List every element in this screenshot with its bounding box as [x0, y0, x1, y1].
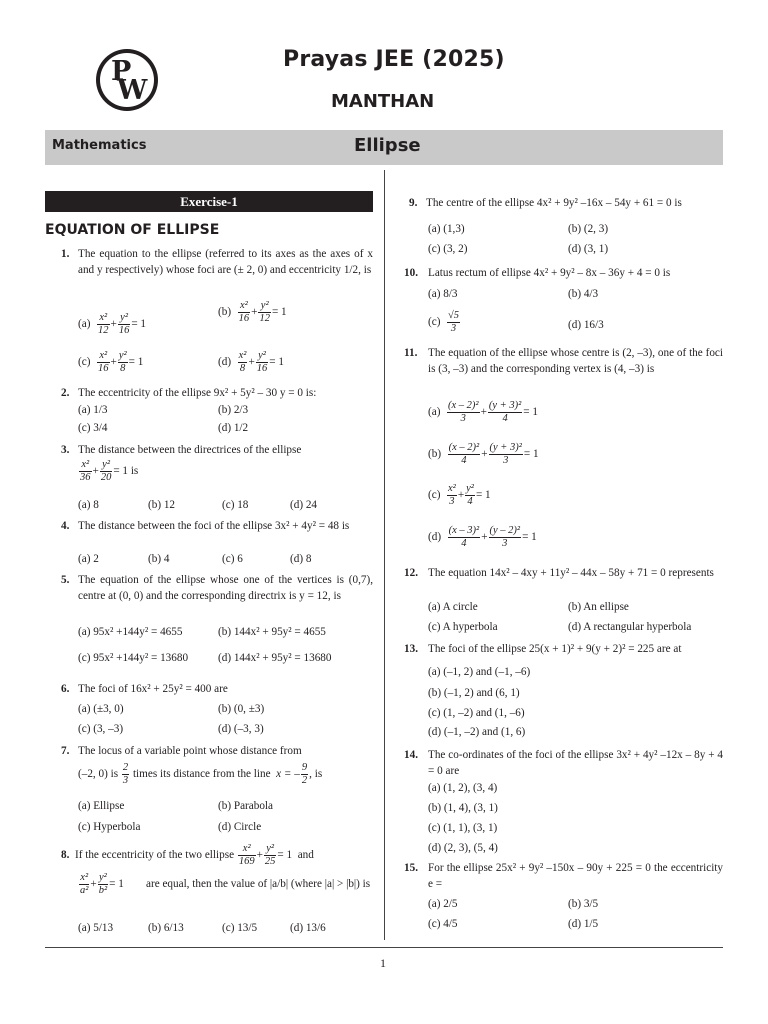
- option-a: (a) (±3, 0): [78, 703, 124, 715]
- question-number: 7.: [61, 745, 70, 757]
- option-a: (a) 8: [78, 499, 99, 511]
- option-d: (d) $\frac{\text{(x – 3)²}}{4}$ + $\frac{\text{(y – 2)²}}{3}$ = 1: [428, 525, 537, 549]
- q7-line2: (–2, 0) is $\frac{2}{3}$ times its distance from the line x = – $\frac{9}{2}$ , is: [78, 762, 323, 786]
- option-a: (a) 5/13: [78, 922, 114, 934]
- option-c: (c) Hyperbola: [78, 821, 141, 833]
- option-d: (d) (–3, 3): [218, 723, 264, 735]
- option-b: (b) (2, 3): [568, 223, 609, 235]
- option-a: (a) Ellipse: [78, 800, 125, 812]
- page-number: 1: [380, 956, 386, 970]
- option-d: (d) 16/3: [568, 319, 604, 331]
- option-c: (c) 13/5: [222, 922, 258, 934]
- question-number: 10.: [404, 267, 418, 279]
- question-text: The foci of 16x² + 25y² = 400 are: [78, 683, 228, 695]
- option-c: (c) $\frac{√5}{3}$: [428, 310, 460, 334]
- q3-equation: $\frac{\text{x²}}{36}$ + $\frac{\text{y²}}{20}$ = 1 is: [80, 459, 139, 483]
- question-number: 12.: [404, 567, 418, 579]
- option-c: (c) 95x² +144y² = 13680: [78, 652, 189, 664]
- exercise-banner: Exercise-1: [45, 191, 373, 212]
- option-b: (b) (–1, 2) and (6, 1): [428, 687, 520, 699]
- option-c: (c) $\frac{\text{x²}}{3}$ + $\frac{\text{y²}}{4}$ = 1: [428, 483, 491, 507]
- option-a: (a) $\frac{\text{x²}}{12}$ + $\frac{\text{y²}}{16}$ = 1: [78, 312, 147, 336]
- section-heading: EQUATION OF ELLIPSE: [45, 222, 220, 238]
- option-c: (c) 6: [222, 553, 243, 565]
- pw-logo: [96, 49, 158, 111]
- option-a: (a) $\frac{\text{(x – 2)²}}{3}$ + $\frac{\text{(y + 3)²}}{4}$ = 1: [428, 400, 538, 424]
- option-c: (c) (3, –3): [78, 723, 124, 735]
- option-b: (b) (1, 4), (3, 1): [428, 802, 498, 814]
- question-text: The co-ordinates of the foci of the ellipse 3x² + 4y² –12x – 8y + 4 = 0 are: [428, 749, 723, 777]
- option-b: (b) 4/3: [568, 288, 599, 300]
- option-b: (b) 4: [148, 553, 170, 565]
- question-number: 3.: [61, 444, 70, 456]
- question-number: 11.: [404, 347, 418, 359]
- option-b: (b) 6/13: [148, 922, 184, 934]
- option-a: (a) 2/5: [428, 898, 458, 910]
- question-text: The distance between the directrices of the ellipse: [78, 444, 302, 456]
- question-number: 14.: [404, 749, 418, 761]
- option-b: (b) 2/3: [218, 404, 249, 416]
- option-a: (a) 2: [78, 553, 99, 565]
- chapter-title: Ellipse: [354, 135, 421, 156]
- question-number: 6.: [61, 683, 70, 695]
- option-b: (b) $\frac{\text{x²}}{16}$ + $\frac{\text{y²}}{12}$ = 1: [218, 300, 287, 324]
- option-c: (c) (1, –2) and (1, –6): [428, 707, 525, 719]
- question-text: The distance between the foci of the ellipse 3x² + 4y² = 48 is: [78, 520, 350, 532]
- option-c: (c) 4/5: [428, 918, 458, 930]
- option-c: (c) 3/4: [78, 422, 108, 434]
- subject-bar: [45, 130, 723, 165]
- page-title: Prayas JEE (2025): [283, 47, 505, 72]
- option-b: (b) An ellipse: [568, 601, 629, 613]
- question-text: The equation of the ellipse whose centre is (2, –3), one of the foci is (3, –3) and the corresponding vertex is (4, –3) is: [428, 347, 723, 375]
- q8-line2: $\frac{\text{x²}}{\text{a²}}$ + $\frac{\text{y²}}{\text{b²}}$ = 1: [80, 872, 124, 896]
- option-b: (b) 3/5: [568, 898, 599, 910]
- option-d: (d) (3, 1): [568, 243, 609, 255]
- question-text: The eccentricity of the ellipse 9x² + 5y² – 30 y = 0 is:: [78, 387, 317, 399]
- question-number: 2.: [61, 387, 70, 399]
- question-text: The equation of the ellipse whose one of the vertices is (0,7), centre at (0, 0) and the corresponding directrix is y = 12, is: [78, 574, 373, 602]
- page-subtitle: MANTHAN: [331, 91, 435, 112]
- footer-rule: [45, 947, 723, 948]
- option-c: (c) A hyperbola: [428, 621, 498, 633]
- option-c: (c) (1, 1), (3, 1): [428, 822, 498, 834]
- question-number: 15.: [404, 862, 418, 874]
- option-d: (d) 8: [290, 553, 312, 565]
- question-text: The equation to the ellipse (referred to its axes as the axes of x and y respectively) whose foci are (± 2, 0) and eccentricity 1/2, is: [78, 248, 373, 276]
- question-text: The equation 14x² – 4xy + 11y² – 44x – 58y + 71 = 0 represents: [428, 567, 714, 579]
- option-c: (c) (3, 2): [428, 243, 468, 255]
- question-number: 4.: [61, 520, 70, 532]
- option-d: (d) 24: [290, 499, 318, 511]
- option-d: (d) (2, 3), (5, 4): [428, 842, 498, 854]
- logo-letter-p: P: [111, 56, 132, 87]
- option-b: (b) 12: [148, 499, 176, 511]
- option-b: (b) $\frac{\text{(x – 2)²}}{4}$ + $\frac{\text{(y + 3)²}}{3}$ = 1: [428, 442, 539, 466]
- option-d: (d) $\frac{\text{x²}}{8}$ + $\frac{\text{y²}}{16}$ = 1: [218, 350, 284, 374]
- option-a: (a) 8/3: [428, 288, 458, 300]
- option-d: (d) (–1, –2) and (1, 6): [428, 726, 526, 738]
- option-d: (d) A rectangular hyperbola: [568, 621, 692, 633]
- option-d: (d) 144x² + 95y² = 13680: [218, 652, 332, 664]
- question-text: The locus of a variable point whose distance from: [78, 745, 302, 757]
- option-d: (d) 1/2: [218, 422, 249, 434]
- option-b: (b) 144x² + 95y² = 4655: [218, 626, 326, 638]
- option-d: (d) 1/5: [568, 918, 599, 930]
- question-text: Latus rectum of ellipse 4x² + 9y² – 8x – 36y + 4 = 0 is: [428, 267, 671, 279]
- question-text: The centre of the ellipse 4x² + 9y² –16x – 54y + 61 = 0 is: [426, 197, 682, 209]
- column-divider: [384, 170, 385, 940]
- question-number: 9.: [409, 197, 418, 209]
- question-number: 1.: [61, 248, 70, 260]
- option-c: (c) $\frac{\text{x²}}{16}$ + $\frac{\text{y²}}{8}$ = 1: [78, 350, 144, 374]
- subject-label: Mathematics: [52, 138, 147, 153]
- option-a: (a) (1,3): [428, 223, 465, 235]
- option-c: (c) 18: [222, 499, 249, 511]
- option-a: (a) A circle: [428, 601, 478, 613]
- question-number: 13.: [404, 643, 418, 655]
- option-d: (d) 13/6: [290, 922, 326, 934]
- option-a: (a) 95x² +144y² = 4655: [78, 626, 183, 638]
- logo-letter-w: W: [117, 75, 148, 106]
- option-a: (a) (–1, 2) and (–1, –6): [428, 666, 531, 678]
- question-8: 8. If the eccentricity of the two ellipse $\frac{\text{x²}}{169}$ + $\frac{\text{y²}}{25}$ = 1 and: [61, 843, 314, 867]
- option-a: (a) (1, 2), (3, 4): [428, 782, 498, 794]
- question-text: For the ellipse 25x² + 9y² –150x – 90y + 225 = 0 the eccentricity e =: [428, 862, 723, 890]
- option-d: (d) Circle: [218, 821, 262, 833]
- option-b: (b) Parabola: [218, 800, 273, 812]
- question-text: The foci of the ellipse 25(x + 1)² + 9(y + 2)² = 225 are at: [428, 643, 682, 655]
- option-b: (b) (0, ±3): [218, 703, 265, 715]
- option-a: (a) 1/3: [78, 404, 108, 416]
- question-number: 5.: [61, 574, 70, 586]
